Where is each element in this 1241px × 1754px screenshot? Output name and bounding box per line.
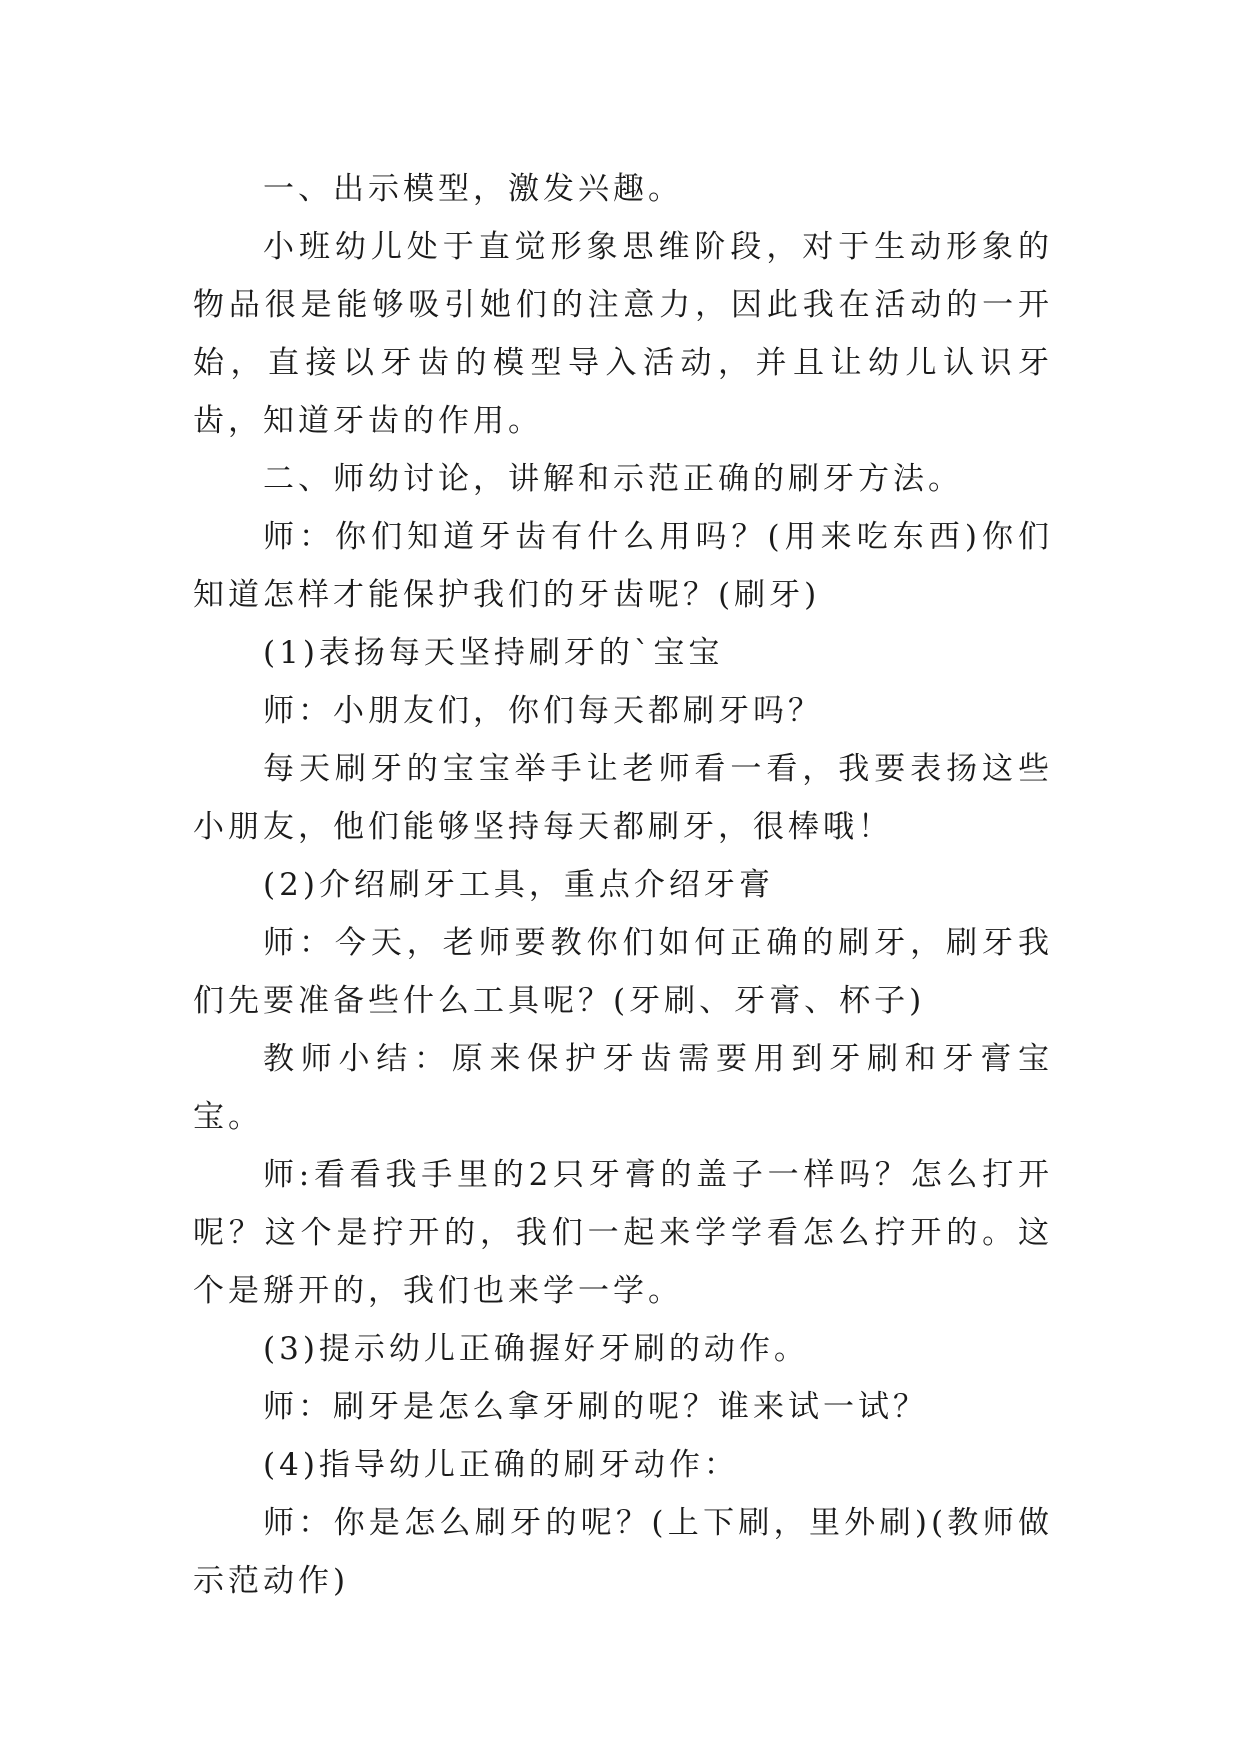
paragraph-body: 师：你们知道牙齿有什么用吗？(用来吃东西)你们知道怎样才能保护我们的牙齿呢？(刷牙)	[193, 519, 1053, 613]
paragraph-step: (4)指导幼儿正确的刷牙动作：	[263, 1447, 739, 1483]
paragraph-body: 师：刷牙是怎么拿牙刷的呢？谁来试一试？	[263, 1389, 928, 1425]
paragraph-body: 师：今天，老师要教你们如何正确的刷牙，刷牙我们先要准备些什么工具呢？(牙刷、牙膏、杯子)	[193, 925, 1053, 1019]
paragraph-section-heading-1: 一、出示模型，激发兴趣。	[263, 171, 683, 207]
paragraph-body: 师：你是怎么刷牙的呢？(上下刷，里外刷)(教师做示范动作)	[193, 1505, 1053, 1599]
document-body	[193, 160, 1053, 1610]
paragraph-section-heading-2: 二、师幼讨论，讲解和示范正确的刷牙方法。	[263, 461, 963, 497]
paragraph-step: (3)提示幼儿正确握好牙刷的动作。	[263, 1331, 809, 1367]
paragraph-body: 教师小结：原来保护牙齿需要用到牙刷和牙膏宝宝。	[193, 1041, 1053, 1135]
paragraph-body: 小班幼儿处于直觉形象思维阶段，对于生动形象的物品很是能够吸引她们的注意力，因此我在活动的一开始，直接以牙齿的模型导入活动，并且让幼儿认识牙齿，知道牙齿的作用。	[193, 229, 1053, 439]
paragraph-step: (1)表扬每天坚持刷牙的`宝宝	[263, 635, 724, 671]
paragraph-body: 师:看看我手里的2只牙膏的盖子一样吗？怎么打开呢？这个是拧开的，我们一起来学学看怎么拧开的。这个是掰开的，我们也来学一学。	[193, 1157, 1053, 1309]
paragraph-step: (2)介绍刷牙工具，重点介绍牙膏	[263, 867, 774, 903]
paragraph-body: 师：小朋友们，你们每天都刷牙吗？	[263, 693, 823, 729]
paragraph-body: 每天刷牙的宝宝举手让老师看一看，我要表扬这些小朋友，他们能够坚持每天都刷牙，很棒哦！	[193, 751, 1053, 845]
